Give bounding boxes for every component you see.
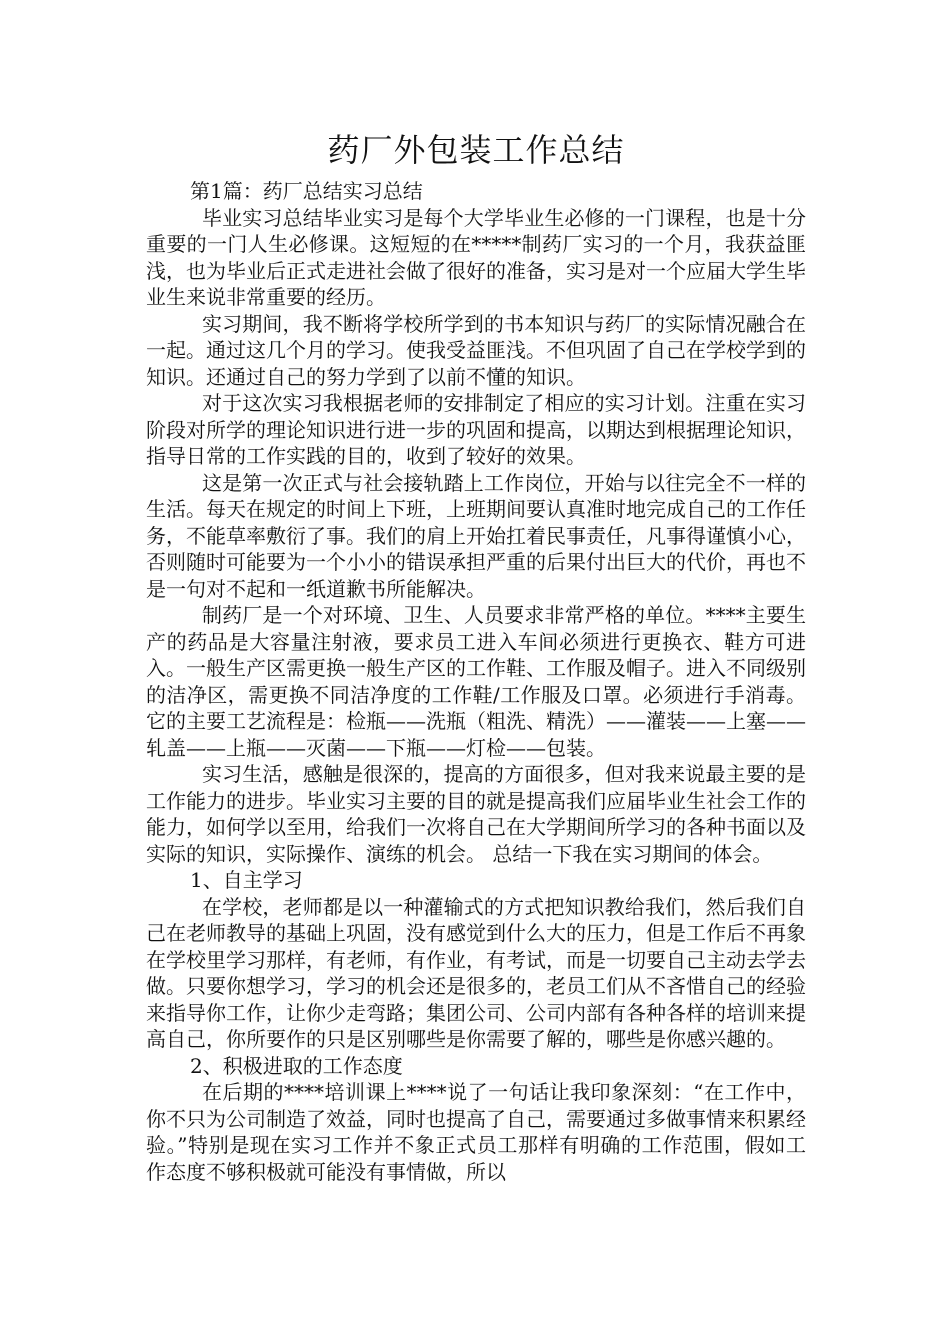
paragraph-pharma-factory: 制药厂是一个对环境、卫生、人员要求非常严格的单位。****主要生产的药品是大容量注射液，要求员工进入车间必须进行更换衣、鞋方可进入。一般生产区需更换一般生产区的工作鞋、工作服及帽子。进入不同级别的洁净区，需更换不同洁净度的工作鞋/工作服及口罩。必须进行手消毒。它的主要工艺流程是：检瓶——洗瓶（粗洗、精洗）——灌装——上塞——轧盖——上瓶——灭菌——下瓶——灯检——包装。 [146,603,806,760]
paragraph-internship-plan: 对于这次实习我根据老师的安排制定了相应的实习计划。注重在实习阶段对所学的理论知识进行进一步的巩固和提高，以期达到根据理论知识，指导日常的工作实践的目的，收到了较好的效果。 [146,391,806,468]
section-heading-self-study: 1、自主学习 [190,868,303,892]
paragraph-work-attitude: 在后期的****培训课上****说了一句话让我印象深刻：“在工作中，你不只为公司制造了效益，同时也提高了自己，需要通过多做事情来积累经验。”特别是现在实习工作并不象正式员工那样有明确的工作范围，假如工作态度不够积极就可能没有事情做，所以 [146,1080,806,1184]
paragraph-internship-period: 实习期间，我不断将学校所学到的书本知识与药厂的实际情况融合在一起。通过这几个月的学习。使我受益匪浅。不但巩固了自己在学校学到的知识。还通过自己的努力学到了以前不懂的知识。 [146,311,806,389]
chapter-heading: 第1篇：药厂总结实习总结 [190,179,423,203]
paragraph-internship-life: 实习生活，感触是很深的，提高的方面很多，但对我来说最主要的是工作能力的进步。毕业实习主要的目的就是提高我们应届毕业生社会工作的能力，如何学以至用，给我们一次将自己在大学期间所学习的各种书面以及实际的知识，实际操作、演练的机会。 总结一下我在实习期间的体会。 [146,762,806,866]
paragraph-first-job: 这是第一次正式与社会接轨踏上工作岗位，开始与以往完全不一样的生活。每天在规定的时间上下班，上班期间要认真准时地完成自己的工作任务，不能草率敷衍了事。我们的肩上开始扛着民事责任，凡事得谨慎小心，否则随时可能要为一个小小的错误承担严重的后果付出巨大的代价，再也不是一句对不起和一纸道歉书所能解决。 [146,470,806,601]
section-heading-work-attitude: 2、积极进取的工作态度 [190,1053,403,1078]
paragraph-self-study: 在学校，老师都是以一种灌输式的方式把知识教给我们，然后我们自己在老师教导的基础上巩固，没有感觉到什么大的压力，但是工作后不再象在学校里学习那样，有老师，有作业，有考试，而是一切要自己主动去学去做。只要你想学习，学习的机会还是很多的，老员工们从不吝惜自己的经验来指导你工作，让你少走弯路；集团公司、公司内部有各种各样的培训来提高自己，你所要作的只是区别哪些是你需要了解的，哪些是你感兴趣的。 [146,894,806,1051]
document-page [146,126,806,1185]
paragraph-intro: 毕业实习总结毕业实习是每个大学毕业生必修的一门课程，也是十分重要的一门人生必修课。这短短的在*****制药厂实习的一个月，我获益匪浅，也为毕业后正式走进社会做了很好的准备，实习是对一个应届大学生毕业生来说非常重要的经历。 [146,205,806,309]
document-title: 药厂外包装工作总结 [327,131,625,169]
